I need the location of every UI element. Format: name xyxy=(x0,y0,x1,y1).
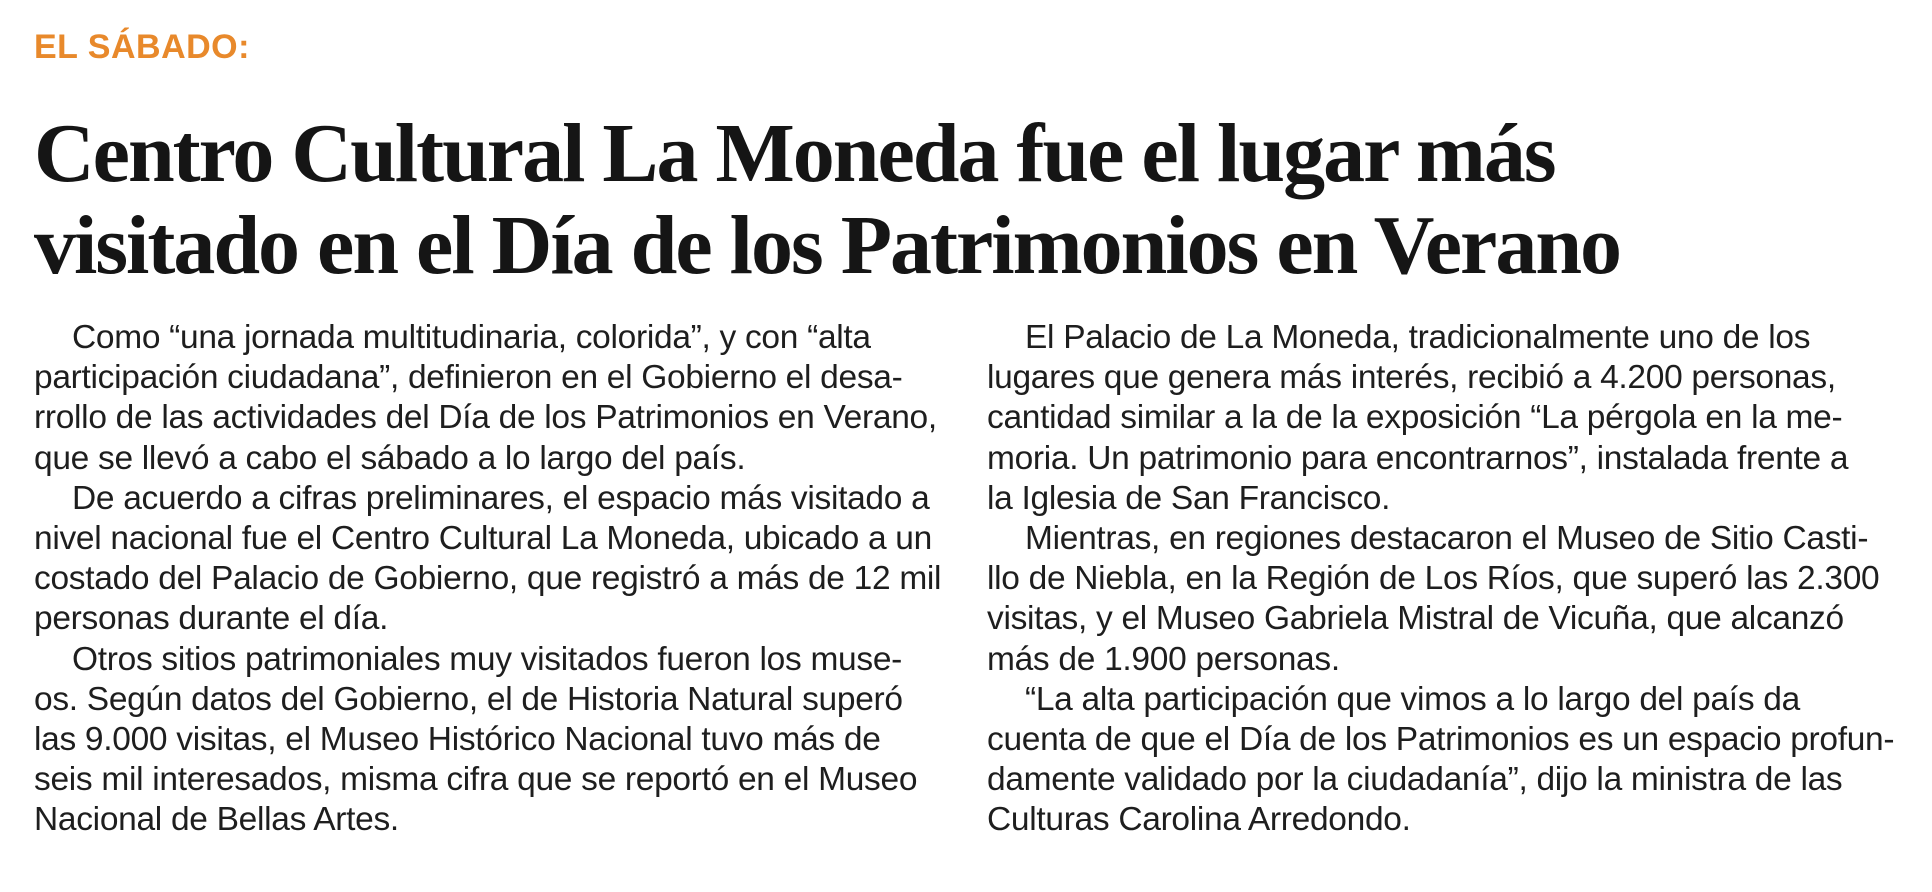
headline-line: Centro Cultural La Moneda fue el lugar más xyxy=(34,107,1555,200)
body-line: “La alta participación que vimos a lo largo del país da xyxy=(1025,680,1800,718)
body-line: la Iglesia de San Francisco. xyxy=(987,479,1391,517)
body-line: llo de Niebla, en la Región de Los Ríos, que superó las 2.300 xyxy=(987,560,1880,598)
body-line: nivel nacional fue el Centro Cultural La Moneda, ubicado a un xyxy=(34,519,932,557)
body-line: os. Según datos del Gobierno, el de Historia Natural superó xyxy=(34,680,903,718)
body-line: visitas, y el Museo Gabriela Mistral de Vicuña, que alcanzó xyxy=(987,600,1844,638)
kicker-label: EL SÁBADO: xyxy=(34,28,250,66)
body-line: Culturas Carolina Arredondo. xyxy=(987,801,1411,839)
body-line: participación ciudadana”, definieron en el Gobierno el desa- xyxy=(34,359,903,397)
article-column-left xyxy=(34,318,949,840)
body-line: De acuerdo a cifras preliminares, el espacio más visitado a xyxy=(72,479,930,517)
body-line: El Palacio de La Moneda, tradicionalmente uno de los xyxy=(1025,319,1811,356)
body-line: rrollo de las actividades del Día de los Patrimonios en Verano, xyxy=(34,399,937,437)
body-line: moria. Un patrimonio para encontrarnos”, instalada frente a xyxy=(987,439,1849,477)
body-line: Mientras, en regiones destacaron el Museo de Sitio Casti- xyxy=(1025,519,1869,557)
body-line: que se llevó a cabo el sábado a lo largo del país. xyxy=(34,439,746,477)
body-line: damente validado por la ciudadanía”, dijo la ministra de las xyxy=(987,761,1843,799)
body-line: lugares que genera más interés, recibió a 4.200 personas, xyxy=(987,359,1836,397)
body-line: cuenta de que el Día de los Patrimonios es un espacio profun- xyxy=(987,720,1895,758)
headline-line: visitado en el Día de los Patrimonios en Verano xyxy=(34,199,1621,292)
body-line: cantidad similar a la de la exposición “La pérgola en la me- xyxy=(987,399,1843,437)
headline xyxy=(34,108,1904,292)
body-line: Como “una jornada multitudinaria, colorida”, y con “alta xyxy=(72,319,871,356)
article-column-right xyxy=(987,318,1902,840)
body-line: Nacional de Bellas Artes. xyxy=(34,801,399,839)
body-line: seis mil interesados, misma cifra que se reportó en el Museo xyxy=(34,761,918,799)
body-line: Otros sitios patrimoniales muy visitados fueron los muse- xyxy=(72,640,903,678)
body-line: las 9.000 visitas, el Museo Histórico Nacional tuvo más de xyxy=(34,720,881,758)
body-line: costado del Palacio de Gobierno, que registró a más de 12 mil xyxy=(34,560,942,598)
body-line: personas durante el día. xyxy=(34,600,389,638)
body-line: más de 1.900 personas. xyxy=(987,640,1340,678)
